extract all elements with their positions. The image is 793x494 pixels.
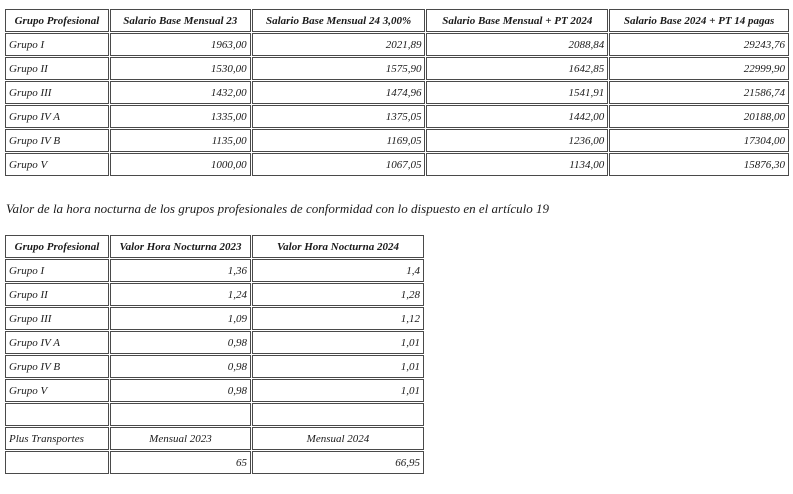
transport-value-2024: 66,95 [252,451,424,474]
group-name: Grupo V [5,153,109,176]
header-salario-base-24: Salario Base Mensual 24 3,00% [252,9,426,32]
group-name: Grupo III [5,81,109,104]
group-name: Grupo IV A [5,105,109,128]
table-row [5,259,424,282]
table-row [5,33,789,56]
salary-14-pagas: 22999,90 [609,57,789,80]
salary-2023: 1000,00 [110,153,251,176]
header-grupo-profesional: Grupo Profesional [5,235,109,258]
night-rate-2024: 1,4 [252,259,424,282]
header-salario-base-pt-2024: Salario Base Mensual + PT 2024 [426,9,608,32]
night-rate-2024: 1,12 [252,307,424,330]
empty-cell [252,403,424,426]
group-name: Grupo V [5,379,109,402]
night-rate-2023: 0,98 [110,379,251,402]
group-name: Grupo I [5,259,109,282]
group-name: Grupo II [5,283,109,306]
night-hour-caption: Valor de la hora nocturna de los grupos profesionales de conformidad con lo dispuesto en el artículo 19 [6,201,549,216]
header-hora-nocturna-2023: Valor Hora Nocturna 2023 [110,235,251,258]
salary-2023: 1335,00 [110,105,251,128]
table-header-row [5,235,424,258]
salary-2024: 2021,89 [252,33,426,56]
table-row [5,57,789,80]
transport-value-row [5,451,424,474]
group-name: Grupo III [5,307,109,330]
group-name: Grupo I [5,33,109,56]
empty-row [5,403,424,426]
table-header-row [5,9,789,32]
salary-pt-2024: 1236,00 [426,129,608,152]
empty-cell [5,451,109,474]
salary-pt-2024: 1134,00 [426,153,608,176]
table-row [5,81,789,104]
table-row [5,331,424,354]
group-name: Grupo IV B [5,355,109,378]
night-rate-2023: 1,24 [110,283,251,306]
table-row [5,129,789,152]
night-rate-2024: 1,01 [252,379,424,402]
salary-pt-2024: 1541,91 [426,81,608,104]
group-name: Grupo II [5,57,109,80]
salary-pt-2024: 1442,00 [426,105,608,128]
transport-header-2024: Mensual 2024 [252,427,424,450]
empty-cell [110,403,251,426]
salary-2024: 1067,05 [252,153,426,176]
table-row [5,105,789,128]
table-row [5,307,424,330]
group-name: Grupo IV A [5,331,109,354]
salary-2023: 1530,00 [110,57,251,80]
salary-2024: 1575,90 [252,57,426,80]
salary-2023: 1963,00 [110,33,251,56]
table-row [5,153,789,176]
group-name: Grupo IV B [5,129,109,152]
night-rate-2024: 1,01 [252,331,424,354]
salary-14-pagas: 20188,00 [609,105,789,128]
salary-2023: 1135,00 [110,129,251,152]
salary-14-pagas: 17304,00 [609,129,789,152]
header-hora-nocturna-2024: Valor Hora Nocturna 2024 [252,235,424,258]
salary-pt-2024: 2088,84 [426,33,608,56]
empty-cell [5,403,109,426]
table-row [5,355,424,378]
table-row [5,283,424,306]
night-hour-table [4,234,425,475]
salary-table [4,8,790,177]
salary-14-pagas: 29243,76 [609,33,789,56]
header-salario-base-23: Salario Base Mensual 23 [110,9,251,32]
night-rate-2024: 1,01 [252,355,424,378]
transport-header-row [5,427,424,450]
night-rate-2023: 1,09 [110,307,251,330]
salary-2024: 1375,05 [252,105,426,128]
salary-14-pagas: 21586,74 [609,81,789,104]
salary-14-pagas: 15876,30 [609,153,789,176]
header-grupo-profesional: Grupo Profesional [5,9,109,32]
night-rate-2024: 1,28 [252,283,424,306]
transport-header-2023: Mensual 2023 [110,427,251,450]
table-row [5,379,424,402]
night-rate-2023: 0,98 [110,331,251,354]
salary-2024: 1169,05 [252,129,426,152]
salary-pt-2024: 1642,85 [426,57,608,80]
transport-label: Plus Transportes [5,427,109,450]
transport-value-2023: 65 [110,451,251,474]
night-rate-2023: 1,36 [110,259,251,282]
salary-2023: 1432,00 [110,81,251,104]
night-rate-2023: 0,98 [110,355,251,378]
header-salario-14-pagas: Salario Base 2024 + PT 14 pagas [609,9,789,32]
salary-2024: 1474,96 [252,81,426,104]
